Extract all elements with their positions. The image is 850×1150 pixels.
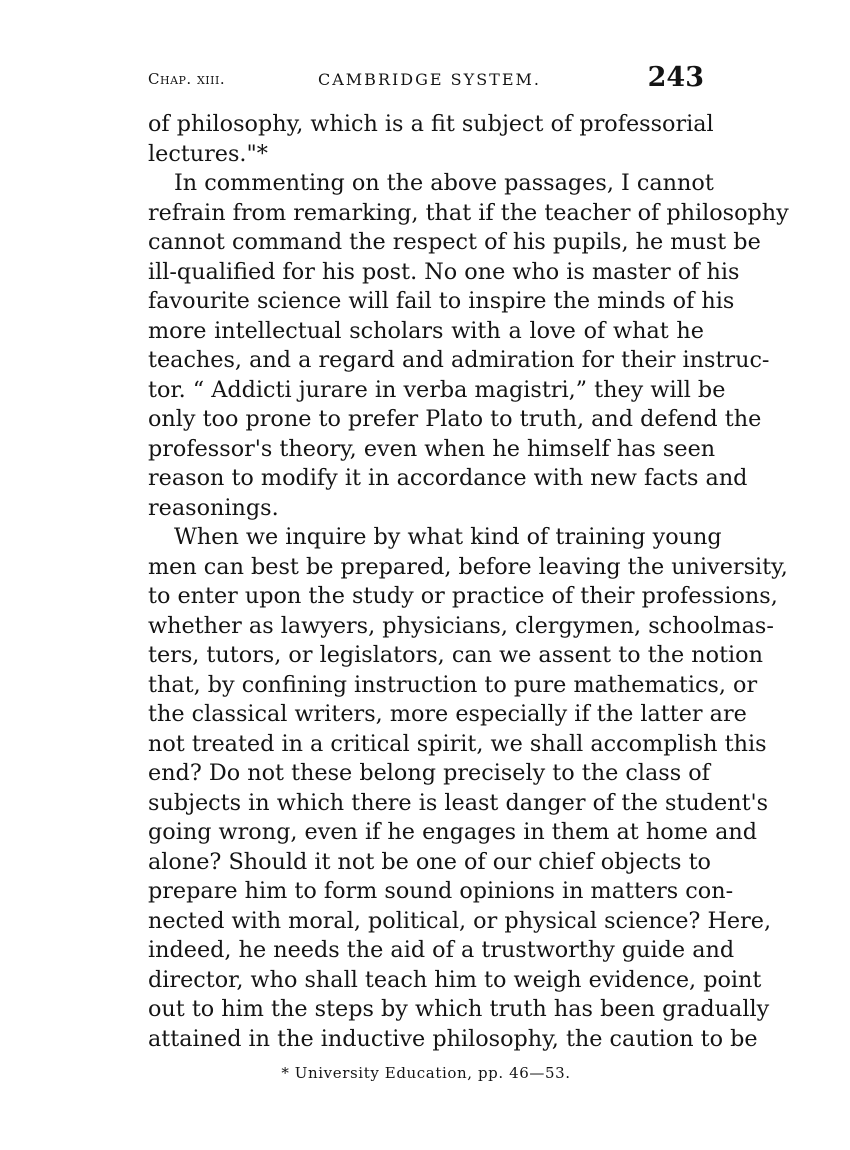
text-line: teaches, and a regard and admiration for their instruc- bbox=[148, 347, 770, 373]
footnote: * University Education, pp. 46—53. bbox=[281, 1064, 571, 1082]
text-line: favourite science will fail to inspire the minds of his bbox=[148, 288, 735, 314]
text-line: When we inquire by what kind of training young bbox=[174, 524, 722, 550]
text-line: director, who shall teach him to weigh evidence, point bbox=[148, 966, 762, 993]
running-head bbox=[148, 62, 704, 96]
text-line: not treated in a critical spirit, we shall accomplish this bbox=[148, 730, 767, 757]
text-line: alone? Should it not be one of our chief objects to bbox=[148, 848, 711, 875]
chapter-label: Chap. xiii. bbox=[148, 70, 226, 88]
text-line: professor's theory, even when he himself has seen bbox=[148, 435, 716, 462]
text-line: prepare him to form sound opinions in matters con- bbox=[148, 878, 734, 904]
running-title: CAMBRIDGE SYSTEM. bbox=[318, 70, 541, 89]
text-line: men can best be prepared, before leaving the university, bbox=[148, 553, 788, 580]
body-text bbox=[148, 110, 789, 1054]
text-line: end? Do not these belong precisely to the class of bbox=[148, 760, 710, 786]
text-line: to enter upon the study or practice of their professions, bbox=[148, 583, 778, 609]
text-line: subjects in which there is least danger of the student's bbox=[148, 789, 769, 816]
text-line: out to him the steps by which truth has been gradually bbox=[148, 996, 770, 1022]
text-line: ters, tutors, or legislators, can we assent to the notion bbox=[148, 642, 763, 668]
text-line: the classical writers, more especially if the latter are bbox=[148, 701, 747, 727]
text-line: more intellectual scholars with a love of what he bbox=[148, 317, 704, 344]
text-line: of philosophy, which is a fit subject of professorial bbox=[148, 111, 714, 137]
text-line: refrain from remarking, that if the teacher of philosophy bbox=[148, 199, 789, 226]
text-line: attained in the inductive philosophy, the caution to be bbox=[148, 1025, 758, 1052]
text-line: going wrong, even if he engages in them at home and bbox=[148, 819, 757, 845]
text-line: whether as lawyers, physicians, clergymen, schoolmas- bbox=[148, 612, 774, 639]
text-line: ill-qualified for his post. No one who is master of his bbox=[148, 258, 740, 285]
page-number: 243 bbox=[647, 62, 704, 93]
text-line: cannot command the respect of his pupils, he must be bbox=[148, 229, 761, 255]
text-line: lectures."* bbox=[148, 140, 268, 167]
text-line: In commenting on the above passages, I cannot bbox=[174, 170, 714, 196]
text-line: that, by confining instruction to pure mathematics, or bbox=[148, 671, 758, 698]
text-line: reason to modify it in accordance with new facts and bbox=[148, 465, 748, 491]
text-line: nected with moral, political, or physical science? Here, bbox=[148, 907, 772, 934]
text-line: only too prone to prefer Plato to truth, and defend the bbox=[148, 406, 762, 432]
text-line: reasonings. bbox=[148, 494, 279, 521]
text-line: tor. “ Addicti jurare in verba magistri,” they will be bbox=[148, 376, 726, 403]
text-line: indeed, he needs the aid of a trustworthy guide and bbox=[148, 937, 735, 963]
